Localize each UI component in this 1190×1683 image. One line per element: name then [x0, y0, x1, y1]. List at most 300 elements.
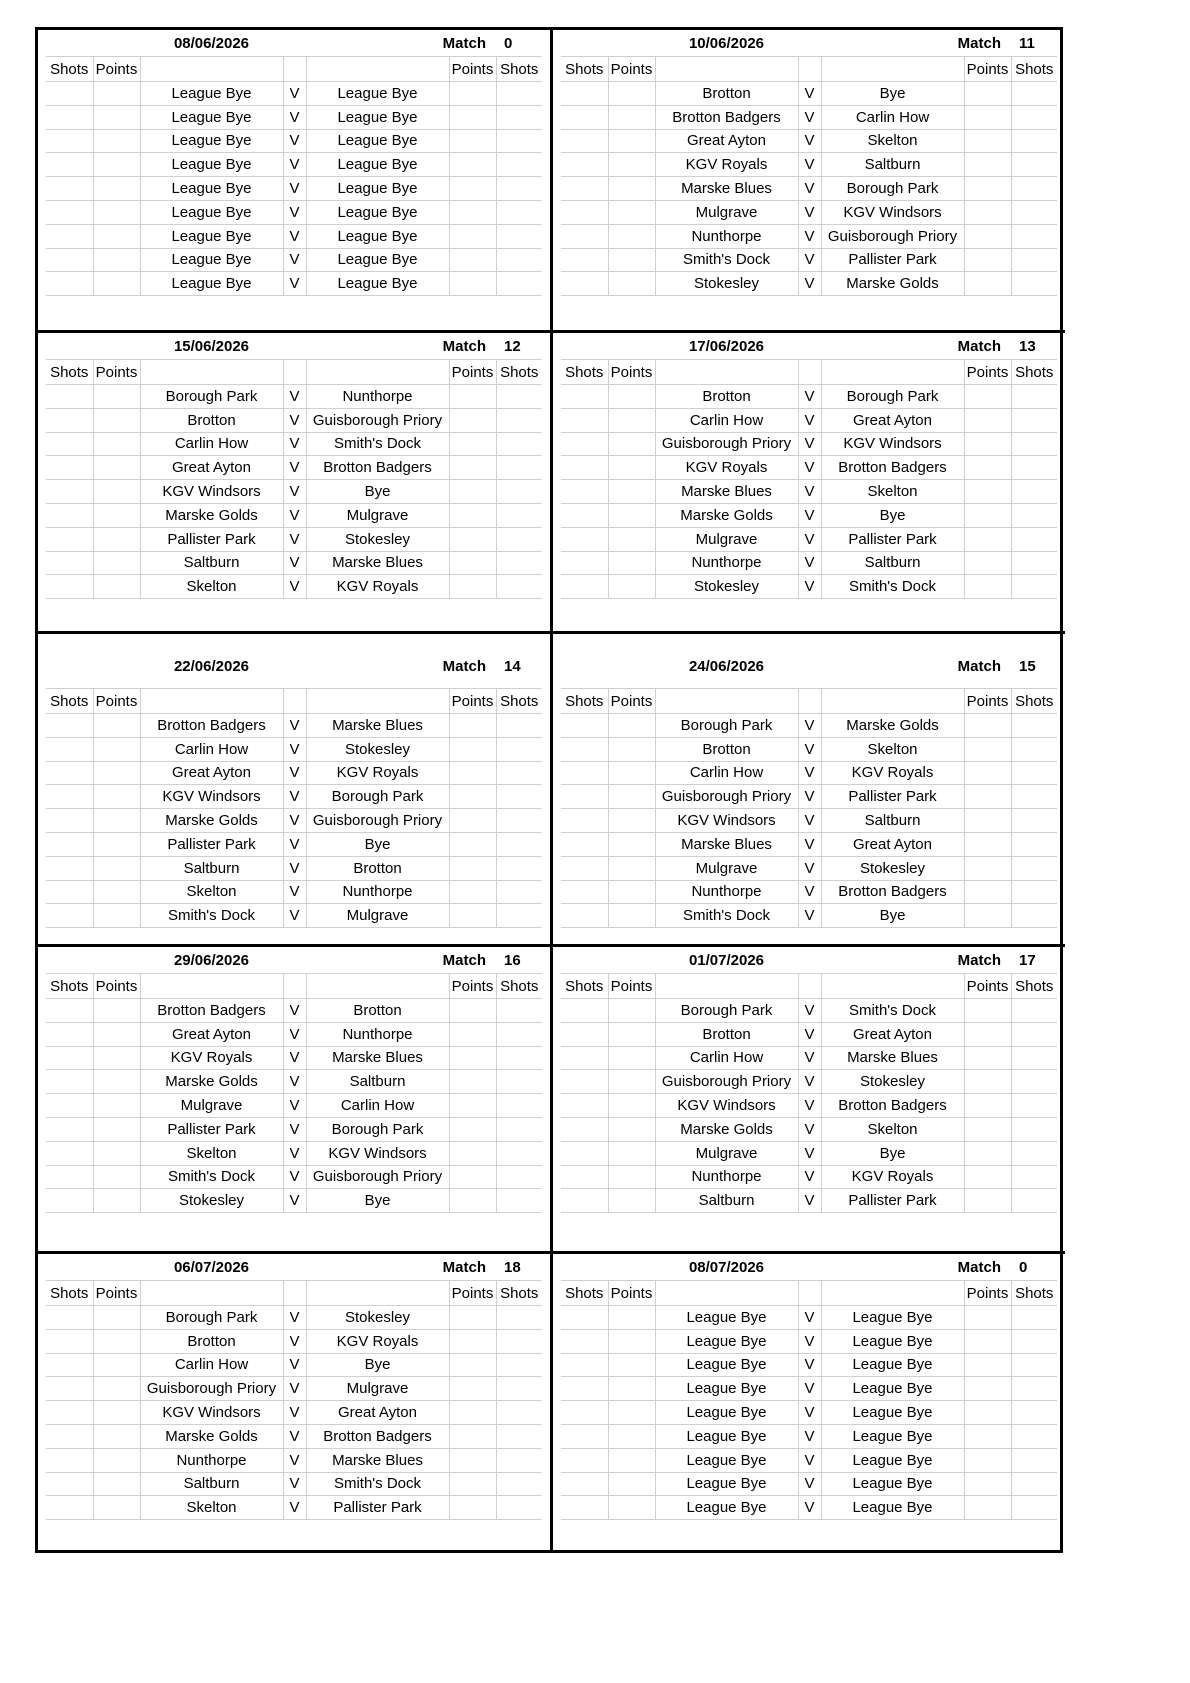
away-shots-cell[interactable] [1011, 480, 1057, 504]
home-points-cell[interactable] [608, 1353, 655, 1377]
home-shots-cell[interactable] [46, 1496, 93, 1520]
away-shots-cell[interactable] [496, 809, 542, 833]
away-shots-cell[interactable] [496, 480, 542, 504]
home-shots-cell[interactable] [46, 1401, 93, 1425]
home-points-cell[interactable] [93, 1448, 140, 1472]
away-shots-cell[interactable] [1011, 1353, 1057, 1377]
home-shots-cell[interactable] [46, 1070, 93, 1094]
away-shots-cell[interactable] [1011, 551, 1057, 575]
away-shots-cell[interactable] [496, 527, 542, 551]
home-points-cell[interactable] [608, 1496, 655, 1520]
away-shots-cell[interactable] [1011, 1070, 1057, 1094]
home-points-cell[interactable] [93, 1117, 140, 1141]
away-points-cell[interactable] [964, 177, 1011, 201]
away-shots-cell[interactable] [496, 761, 542, 785]
away-shots-cell[interactable] [1011, 1046, 1057, 1070]
home-shots-cell[interactable] [46, 503, 93, 527]
home-shots-cell[interactable] [561, 1329, 608, 1353]
away-shots-cell[interactable] [1011, 1401, 1057, 1425]
home-points-cell[interactable] [93, 105, 140, 129]
home-shots-cell[interactable] [46, 904, 93, 928]
away-shots-cell[interactable] [496, 880, 542, 904]
home-shots-cell[interactable] [561, 1117, 608, 1141]
away-points-cell[interactable] [964, 248, 1011, 272]
away-points-cell[interactable] [964, 153, 1011, 177]
home-points-cell[interactable] [93, 1401, 140, 1425]
away-points-cell[interactable] [964, 832, 1011, 856]
away-shots-cell[interactable] [1011, 456, 1057, 480]
home-points-cell[interactable] [93, 224, 140, 248]
home-shots-cell[interactable] [46, 1472, 93, 1496]
home-shots-cell[interactable] [46, 408, 93, 432]
away-points-cell[interactable] [964, 1070, 1011, 1094]
away-points-cell[interactable] [449, 737, 496, 761]
away-shots-cell[interactable] [496, 856, 542, 880]
away-shots-cell[interactable] [1011, 832, 1057, 856]
away-points-cell[interactable] [449, 105, 496, 129]
home-points-cell[interactable] [608, 248, 655, 272]
away-points-cell[interactable] [449, 1377, 496, 1401]
home-shots-cell[interactable] [561, 575, 608, 599]
away-points-cell[interactable] [964, 1141, 1011, 1165]
away-shots-cell[interactable] [496, 1424, 542, 1448]
home-points-cell[interactable] [93, 1306, 140, 1330]
away-shots-cell[interactable] [1011, 1141, 1057, 1165]
away-points-cell[interactable] [964, 527, 1011, 551]
home-points-cell[interactable] [93, 272, 140, 296]
away-shots-cell[interactable] [1011, 82, 1057, 106]
home-points-cell[interactable] [608, 551, 655, 575]
home-points-cell[interactable] [608, 456, 655, 480]
away-shots-cell[interactable] [496, 785, 542, 809]
home-points-cell[interactable] [93, 432, 140, 456]
away-points-cell[interactable] [964, 1329, 1011, 1353]
away-shots-cell[interactable] [496, 1306, 542, 1330]
away-points-cell[interactable] [449, 880, 496, 904]
home-points-cell[interactable] [93, 761, 140, 785]
away-points-cell[interactable] [449, 177, 496, 201]
home-points-cell[interactable] [608, 880, 655, 904]
home-points-cell[interactable] [608, 503, 655, 527]
home-shots-cell[interactable] [46, 1329, 93, 1353]
home-shots-cell[interactable] [561, 82, 608, 106]
away-shots-cell[interactable] [496, 1401, 542, 1425]
home-shots-cell[interactable] [561, 809, 608, 833]
home-shots-cell[interactable] [46, 1165, 93, 1189]
away-points-cell[interactable] [449, 1022, 496, 1046]
home-shots-cell[interactable] [561, 904, 608, 928]
away-points-cell[interactable] [449, 1496, 496, 1520]
home-shots-cell[interactable] [561, 248, 608, 272]
home-shots-cell[interactable] [46, 385, 93, 409]
home-shots-cell[interactable] [46, 432, 93, 456]
away-points-cell[interactable] [449, 82, 496, 106]
home-points-cell[interactable] [93, 129, 140, 153]
home-shots-cell[interactable] [561, 551, 608, 575]
away-shots-cell[interactable] [1011, 904, 1057, 928]
away-shots-cell[interactable] [496, 1094, 542, 1118]
home-shots-cell[interactable] [561, 1496, 608, 1520]
away-shots-cell[interactable] [496, 1472, 542, 1496]
away-points-cell[interactable] [964, 385, 1011, 409]
home-points-cell[interactable] [93, 408, 140, 432]
home-points-cell[interactable] [608, 575, 655, 599]
away-points-cell[interactable] [449, 1094, 496, 1118]
home-points-cell[interactable] [93, 1189, 140, 1213]
away-points-cell[interactable] [449, 1070, 496, 1094]
away-shots-cell[interactable] [1011, 999, 1057, 1023]
away-points-cell[interactable] [964, 456, 1011, 480]
away-points-cell[interactable] [449, 1306, 496, 1330]
home-points-cell[interactable] [608, 82, 655, 106]
home-points-cell[interactable] [608, 999, 655, 1023]
home-points-cell[interactable] [93, 1377, 140, 1401]
home-points-cell[interactable] [93, 1094, 140, 1118]
home-shots-cell[interactable] [561, 1424, 608, 1448]
home-shots-cell[interactable] [46, 832, 93, 856]
away-points-cell[interactable] [449, 248, 496, 272]
home-points-cell[interactable] [93, 503, 140, 527]
home-points-cell[interactable] [608, 1022, 655, 1046]
home-points-cell[interactable] [93, 480, 140, 504]
home-points-cell[interactable] [608, 153, 655, 177]
home-points-cell[interactable] [608, 714, 655, 738]
home-points-cell[interactable] [93, 248, 140, 272]
home-shots-cell[interactable] [46, 1094, 93, 1118]
home-points-cell[interactable] [608, 527, 655, 551]
home-points-cell[interactable] [608, 1401, 655, 1425]
home-shots-cell[interactable] [46, 82, 93, 106]
away-shots-cell[interactable] [496, 432, 542, 456]
home-points-cell[interactable] [608, 904, 655, 928]
away-points-cell[interactable] [964, 1046, 1011, 1070]
home-points-cell[interactable] [93, 1165, 140, 1189]
home-points-cell[interactable] [608, 809, 655, 833]
home-points-cell[interactable] [93, 1141, 140, 1165]
home-points-cell[interactable] [608, 832, 655, 856]
away-points-cell[interactable] [449, 1353, 496, 1377]
away-shots-cell[interactable] [496, 551, 542, 575]
home-shots-cell[interactable] [46, 153, 93, 177]
away-points-cell[interactable] [964, 1496, 1011, 1520]
away-shots-cell[interactable] [1011, 809, 1057, 833]
home-points-cell[interactable] [608, 177, 655, 201]
home-points-cell[interactable] [608, 1448, 655, 1472]
home-shots-cell[interactable] [46, 551, 93, 575]
away-shots-cell[interactable] [1011, 1165, 1057, 1189]
away-points-cell[interactable] [449, 1189, 496, 1213]
away-points-cell[interactable] [964, 1353, 1011, 1377]
home-points-cell[interactable] [93, 737, 140, 761]
away-points-cell[interactable] [449, 1448, 496, 1472]
home-points-cell[interactable] [608, 200, 655, 224]
away-points-cell[interactable] [964, 1022, 1011, 1046]
away-shots-cell[interactable] [1011, 224, 1057, 248]
away-shots-cell[interactable] [1011, 105, 1057, 129]
home-shots-cell[interactable] [561, 1353, 608, 1377]
home-shots-cell[interactable] [561, 1401, 608, 1425]
home-points-cell[interactable] [608, 1306, 655, 1330]
home-points-cell[interactable] [608, 385, 655, 409]
away-shots-cell[interactable] [496, 153, 542, 177]
home-points-cell[interactable] [93, 1070, 140, 1094]
home-points-cell[interactable] [93, 551, 140, 575]
home-shots-cell[interactable] [561, 832, 608, 856]
home-shots-cell[interactable] [561, 999, 608, 1023]
away-points-cell[interactable] [964, 480, 1011, 504]
away-shots-cell[interactable] [496, 1070, 542, 1094]
home-shots-cell[interactable] [561, 1472, 608, 1496]
home-points-cell[interactable] [93, 575, 140, 599]
away-points-cell[interactable] [964, 272, 1011, 296]
home-points-cell[interactable] [608, 761, 655, 785]
away-shots-cell[interactable] [496, 1353, 542, 1377]
home-points-cell[interactable] [93, 200, 140, 224]
away-points-cell[interactable] [964, 575, 1011, 599]
home-shots-cell[interactable] [561, 385, 608, 409]
home-shots-cell[interactable] [561, 714, 608, 738]
away-points-cell[interactable] [449, 1046, 496, 1070]
away-shots-cell[interactable] [496, 272, 542, 296]
home-points-cell[interactable] [93, 153, 140, 177]
away-points-cell[interactable] [449, 527, 496, 551]
home-shots-cell[interactable] [46, 575, 93, 599]
away-points-cell[interactable] [964, 503, 1011, 527]
away-points-cell[interactable] [449, 385, 496, 409]
home-shots-cell[interactable] [46, 737, 93, 761]
away-points-cell[interactable] [449, 200, 496, 224]
away-shots-cell[interactable] [496, 456, 542, 480]
home-shots-cell[interactable] [46, 761, 93, 785]
home-shots-cell[interactable] [46, 456, 93, 480]
away-shots-cell[interactable] [1011, 737, 1057, 761]
home-points-cell[interactable] [608, 105, 655, 129]
home-shots-cell[interactable] [46, 1448, 93, 1472]
home-points-cell[interactable] [608, 432, 655, 456]
away-shots-cell[interactable] [496, 1022, 542, 1046]
away-points-cell[interactable] [449, 129, 496, 153]
away-shots-cell[interactable] [1011, 880, 1057, 904]
away-points-cell[interactable] [964, 856, 1011, 880]
away-shots-cell[interactable] [1011, 248, 1057, 272]
away-points-cell[interactable] [964, 737, 1011, 761]
away-points-cell[interactable] [964, 1117, 1011, 1141]
home-points-cell[interactable] [608, 856, 655, 880]
away-shots-cell[interactable] [1011, 1377, 1057, 1401]
home-shots-cell[interactable] [561, 737, 608, 761]
home-shots-cell[interactable] [561, 1141, 608, 1165]
home-points-cell[interactable] [608, 1070, 655, 1094]
away-shots-cell[interactable] [1011, 408, 1057, 432]
away-shots-cell[interactable] [496, 1117, 542, 1141]
away-points-cell[interactable] [449, 714, 496, 738]
home-shots-cell[interactable] [561, 1070, 608, 1094]
home-shots-cell[interactable] [46, 248, 93, 272]
away-shots-cell[interactable] [496, 999, 542, 1023]
away-shots-cell[interactable] [1011, 1306, 1057, 1330]
away-shots-cell[interactable] [1011, 714, 1057, 738]
home-shots-cell[interactable] [46, 527, 93, 551]
away-points-cell[interactable] [964, 1094, 1011, 1118]
home-points-cell[interactable] [608, 1377, 655, 1401]
away-points-cell[interactable] [964, 1165, 1011, 1189]
home-points-cell[interactable] [93, 456, 140, 480]
home-points-cell[interactable] [93, 1353, 140, 1377]
away-shots-cell[interactable] [1011, 1094, 1057, 1118]
away-shots-cell[interactable] [1011, 575, 1057, 599]
away-shots-cell[interactable] [496, 1189, 542, 1213]
away-shots-cell[interactable] [1011, 527, 1057, 551]
home-shots-cell[interactable] [46, 105, 93, 129]
away-points-cell[interactable] [449, 153, 496, 177]
away-points-cell[interactable] [964, 714, 1011, 738]
away-points-cell[interactable] [964, 200, 1011, 224]
away-points-cell[interactable] [964, 1448, 1011, 1472]
away-points-cell[interactable] [449, 480, 496, 504]
home-shots-cell[interactable] [46, 1022, 93, 1046]
away-points-cell[interactable] [449, 1472, 496, 1496]
home-points-cell[interactable] [608, 408, 655, 432]
away-points-cell[interactable] [964, 880, 1011, 904]
home-shots-cell[interactable] [46, 1189, 93, 1213]
home-shots-cell[interactable] [46, 1117, 93, 1141]
away-points-cell[interactable] [964, 1424, 1011, 1448]
away-shots-cell[interactable] [496, 177, 542, 201]
away-points-cell[interactable] [449, 856, 496, 880]
home-points-cell[interactable] [93, 1329, 140, 1353]
away-points-cell[interactable] [449, 999, 496, 1023]
away-points-cell[interactable] [964, 904, 1011, 928]
home-points-cell[interactable] [608, 785, 655, 809]
away-shots-cell[interactable] [496, 1377, 542, 1401]
away-points-cell[interactable] [449, 1424, 496, 1448]
away-shots-cell[interactable] [496, 1448, 542, 1472]
away-shots-cell[interactable] [496, 82, 542, 106]
away-shots-cell[interactable] [496, 1165, 542, 1189]
away-shots-cell[interactable] [1011, 272, 1057, 296]
away-shots-cell[interactable] [1011, 503, 1057, 527]
away-points-cell[interactable] [964, 1306, 1011, 1330]
away-points-cell[interactable] [449, 832, 496, 856]
home-points-cell[interactable] [93, 904, 140, 928]
home-shots-cell[interactable] [46, 200, 93, 224]
home-points-cell[interactable] [608, 1094, 655, 1118]
away-shots-cell[interactable] [1011, 1496, 1057, 1520]
home-points-cell[interactable] [93, 1046, 140, 1070]
away-shots-cell[interactable] [1011, 785, 1057, 809]
home-shots-cell[interactable] [561, 272, 608, 296]
home-shots-cell[interactable] [561, 153, 608, 177]
home-shots-cell[interactable] [46, 1306, 93, 1330]
home-points-cell[interactable] [608, 129, 655, 153]
away-shots-cell[interactable] [496, 408, 542, 432]
home-points-cell[interactable] [93, 785, 140, 809]
home-shots-cell[interactable] [46, 999, 93, 1023]
away-points-cell[interactable] [964, 551, 1011, 575]
away-shots-cell[interactable] [496, 200, 542, 224]
home-shots-cell[interactable] [561, 432, 608, 456]
home-shots-cell[interactable] [46, 177, 93, 201]
home-points-cell[interactable] [608, 480, 655, 504]
home-points-cell[interactable] [93, 999, 140, 1023]
away-shots-cell[interactable] [1011, 1022, 1057, 1046]
home-points-cell[interactable] [608, 1046, 655, 1070]
home-shots-cell[interactable] [561, 880, 608, 904]
away-points-cell[interactable] [964, 82, 1011, 106]
home-points-cell[interactable] [93, 1472, 140, 1496]
home-shots-cell[interactable] [561, 1046, 608, 1070]
home-shots-cell[interactable] [561, 200, 608, 224]
away-shots-cell[interactable] [496, 503, 542, 527]
away-points-cell[interactable] [449, 575, 496, 599]
home-points-cell[interactable] [608, 1189, 655, 1213]
away-points-cell[interactable] [964, 408, 1011, 432]
away-shots-cell[interactable] [496, 1496, 542, 1520]
away-points-cell[interactable] [449, 408, 496, 432]
home-points-cell[interactable] [608, 224, 655, 248]
home-shots-cell[interactable] [561, 1306, 608, 1330]
away-points-cell[interactable] [964, 432, 1011, 456]
away-shots-cell[interactable] [496, 575, 542, 599]
home-shots-cell[interactable] [561, 105, 608, 129]
home-shots-cell[interactable] [561, 503, 608, 527]
home-shots-cell[interactable] [46, 1353, 93, 1377]
home-shots-cell[interactable] [46, 1141, 93, 1165]
home-shots-cell[interactable] [561, 224, 608, 248]
away-shots-cell[interactable] [1011, 129, 1057, 153]
away-shots-cell[interactable] [1011, 200, 1057, 224]
away-shots-cell[interactable] [496, 904, 542, 928]
home-points-cell[interactable] [608, 1141, 655, 1165]
home-shots-cell[interactable] [46, 480, 93, 504]
home-points-cell[interactable] [93, 1496, 140, 1520]
home-shots-cell[interactable] [561, 1377, 608, 1401]
away-points-cell[interactable] [449, 272, 496, 296]
home-points-cell[interactable] [608, 1117, 655, 1141]
home-points-cell[interactable] [608, 1424, 655, 1448]
away-points-cell[interactable] [964, 105, 1011, 129]
home-shots-cell[interactable] [561, 761, 608, 785]
away-shots-cell[interactable] [496, 737, 542, 761]
home-points-cell[interactable] [608, 1472, 655, 1496]
home-shots-cell[interactable] [561, 1448, 608, 1472]
home-points-cell[interactable] [608, 737, 655, 761]
away-shots-cell[interactable] [496, 832, 542, 856]
home-shots-cell[interactable] [46, 809, 93, 833]
home-shots-cell[interactable] [46, 880, 93, 904]
away-points-cell[interactable] [449, 1141, 496, 1165]
away-points-cell[interactable] [449, 1117, 496, 1141]
away-shots-cell[interactable] [496, 224, 542, 248]
away-points-cell[interactable] [964, 1189, 1011, 1213]
home-points-cell[interactable] [93, 527, 140, 551]
home-shots-cell[interactable] [46, 714, 93, 738]
away-shots-cell[interactable] [496, 1141, 542, 1165]
home-points-cell[interactable] [93, 809, 140, 833]
home-points-cell[interactable] [608, 1329, 655, 1353]
away-shots-cell[interactable] [1011, 1329, 1057, 1353]
away-points-cell[interactable] [449, 224, 496, 248]
home-shots-cell[interactable] [561, 1022, 608, 1046]
home-shots-cell[interactable] [46, 1424, 93, 1448]
home-shots-cell[interactable] [561, 408, 608, 432]
away-shots-cell[interactable] [1011, 177, 1057, 201]
away-shots-cell[interactable] [1011, 1448, 1057, 1472]
home-shots-cell[interactable] [561, 480, 608, 504]
away-shots-cell[interactable] [1011, 1472, 1057, 1496]
home-points-cell[interactable] [93, 385, 140, 409]
home-points-cell[interactable] [93, 82, 140, 106]
